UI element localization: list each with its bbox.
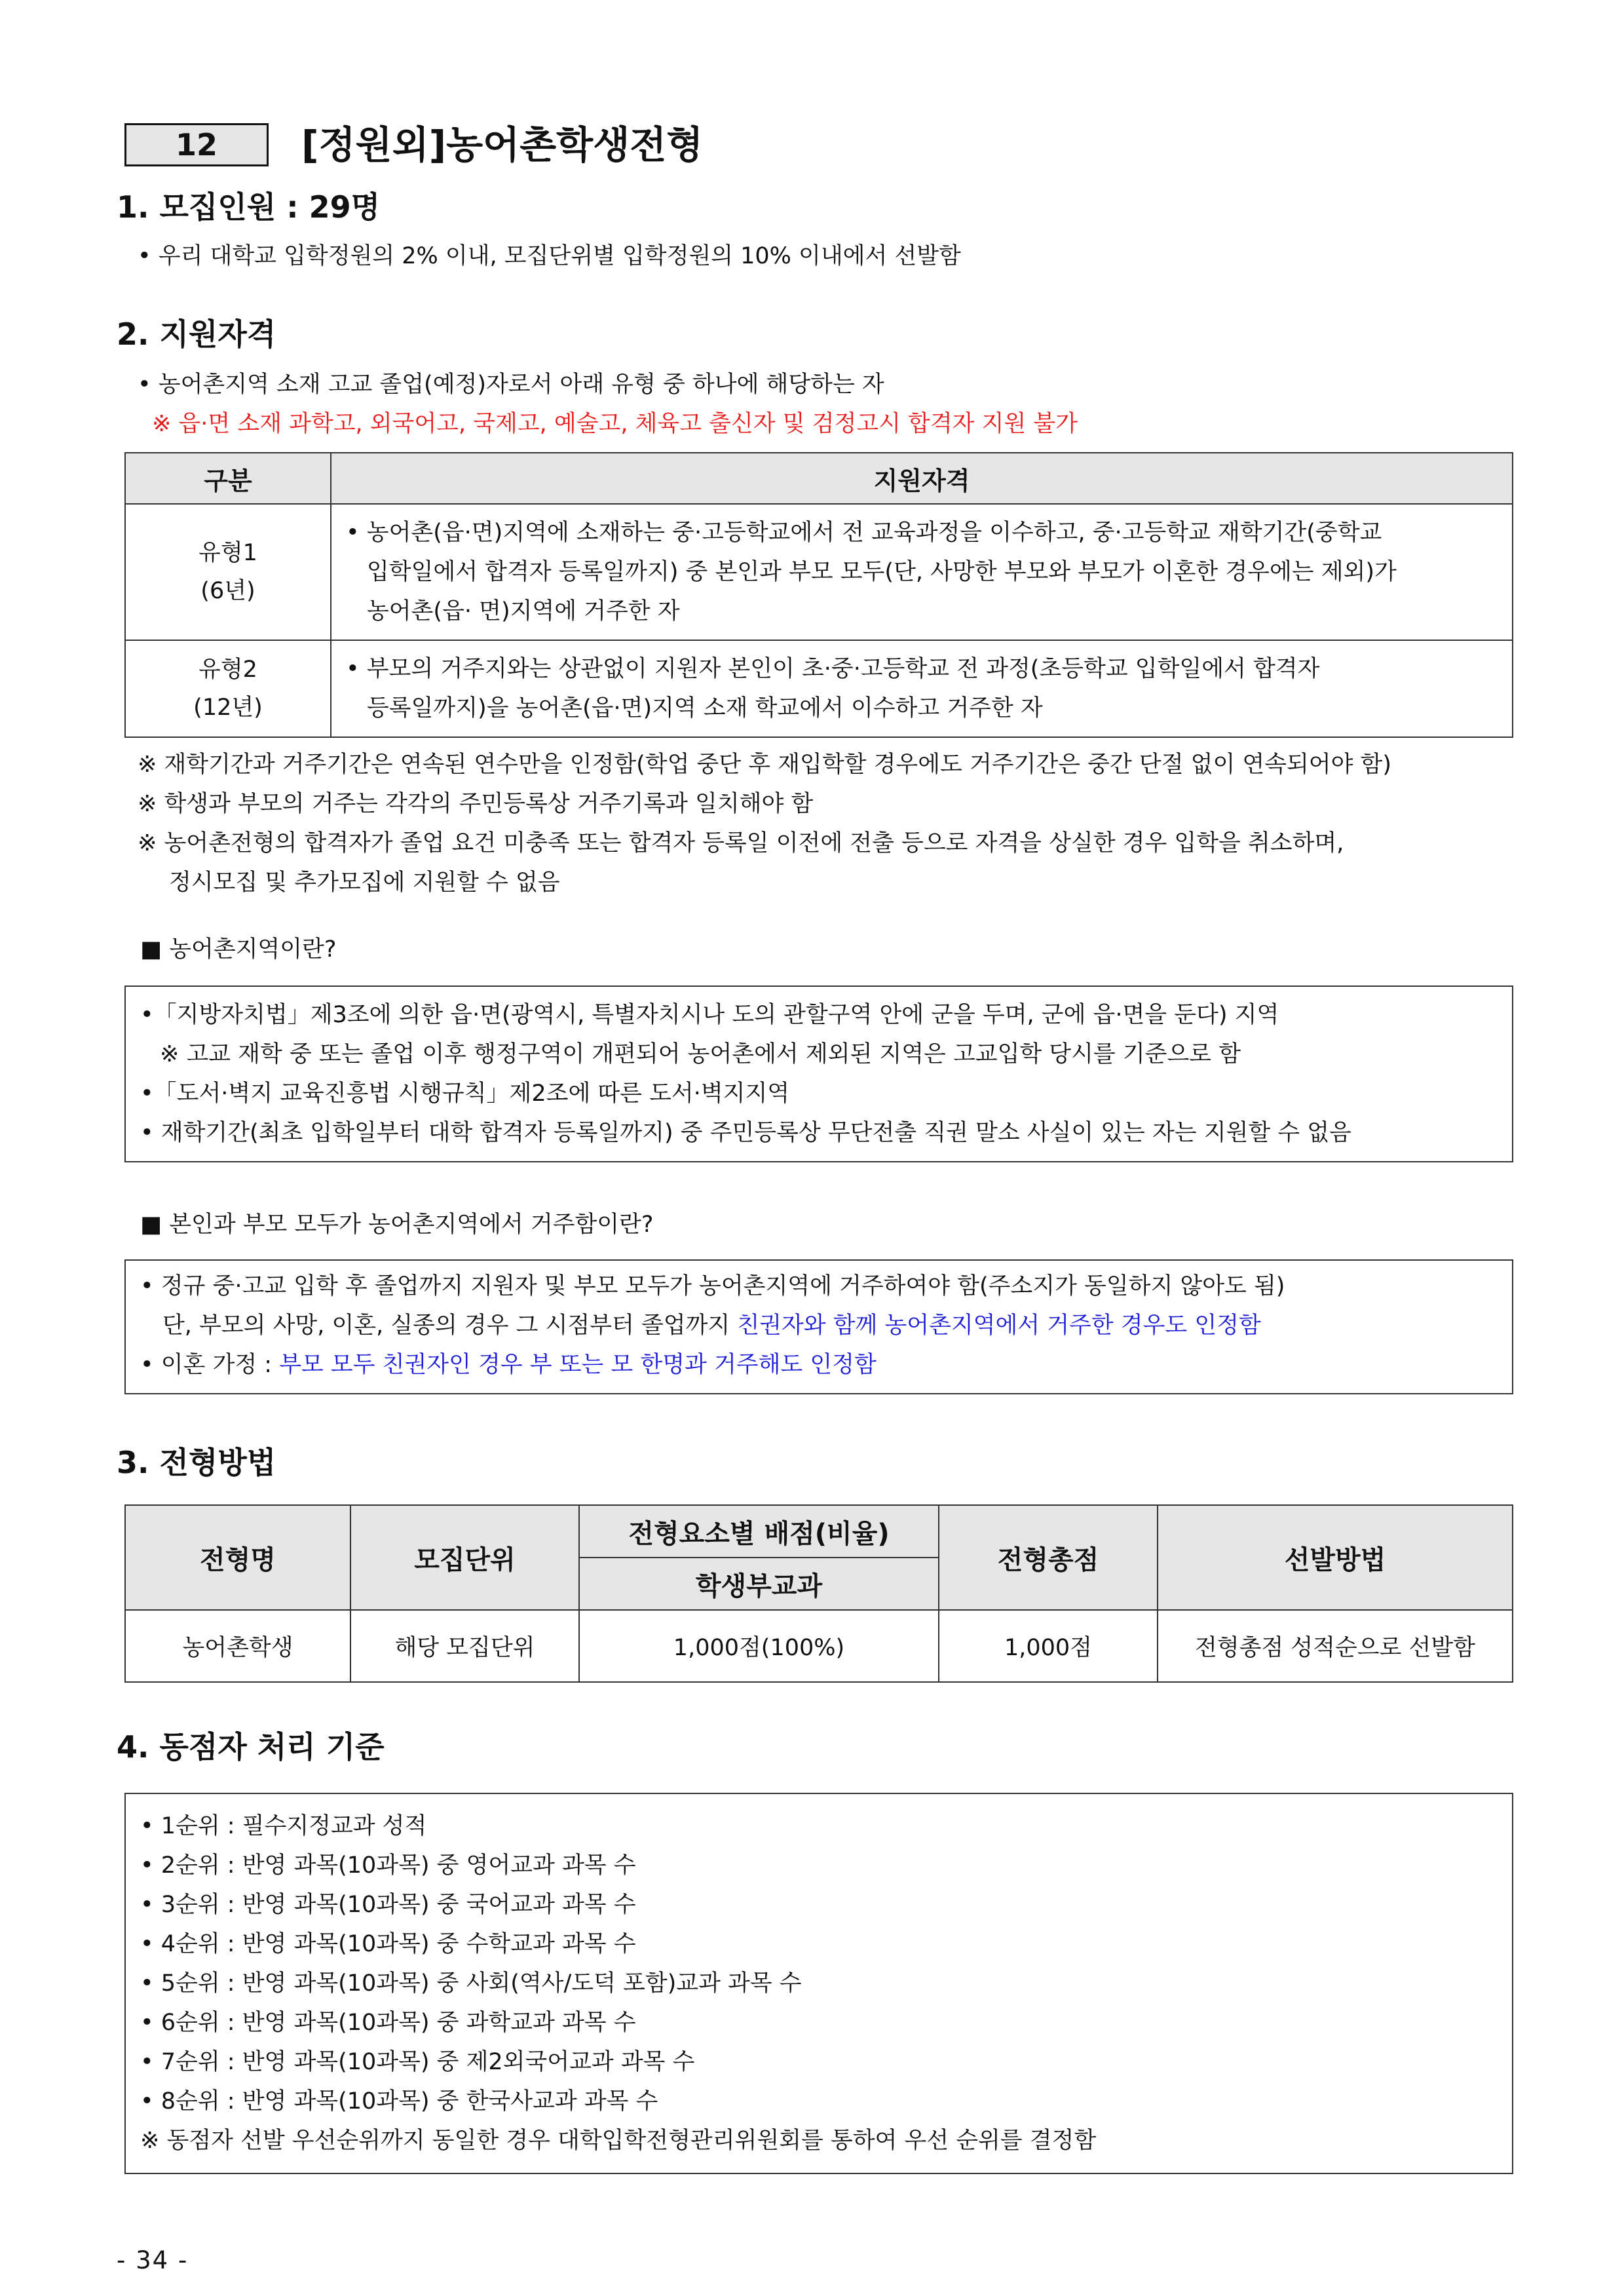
residence-line: • 이혼 가정 : 부모 모두 친권자인 경우 부 또는 모 한명과 거주해도 인정함	[140, 1352, 877, 1378]
tiebreak-box	[124, 1793, 1513, 2174]
cell-unit: 해당 모집단위	[350, 1610, 579, 1682]
col-header-type: 구분	[125, 453, 331, 504]
note-line: ※ 농어촌전형의 합격자가 졸업 요건 미충족 또는 합격자 등록일 이전에 전출 등으로 자격을 상실한 경우 입학을 취소하며,	[138, 830, 1344, 856]
section-header	[124, 117, 1238, 173]
col-header-name: 전형명	[125, 1505, 350, 1610]
eligibility-table	[124, 452, 1513, 738]
rural-area-line: • 재학기간(최초 입학일부터 대학 합격자 등록일까지) 중 주민등록상 무단전출 직권 말소 사실이 있는 자는 지원할 수 없음	[140, 1120, 1351, 1146]
type-label: 유형2	[198, 657, 257, 683]
qualification-line: • 농어촌(읍·면)지역에 소재하는 중·고등학교에서 전 교육과정을 이수하고, 중·고등학교 재학기간(중학교	[346, 520, 1382, 546]
list-item: • 8순위 : 반영 과목(10과목) 중 한국사교과 과목 수	[140, 2088, 658, 2114]
rural-area-line: •「도서·벽지 교육진흥법 시행규칙」제2조에 따른 도서·벽지지역	[140, 1081, 790, 1107]
col-header-subject: 학생부교과	[579, 1558, 939, 1610]
residence-heading: ■ 본인과 부모 모두가 농어촌지역에서 거주함이란?	[140, 1212, 654, 1238]
section2-heading: 2. 지원자격	[117, 316, 276, 352]
note-line: ※ 학생과 부모의 거주는 각각의 주민등록상 거주기록과 일치해야 함	[138, 791, 814, 817]
residence-highlight: 친권자와 함께 농어촌지역에서 거주한 경우도 인정함	[737, 1312, 1261, 1339]
eligibility-table-header	[125, 453, 1513, 504]
section4-heading: 4. 동점자 처리 기준	[117, 1729, 385, 1765]
type-cell	[125, 504, 331, 640]
cell-score: 1,000점(100%)	[579, 1610, 939, 1682]
section2-warning: ※ 읍·면 소재 과학고, 외국어고, 국제고, 예술고, 체육고 출신자 및 검정고시 합격자 지원 불가	[152, 411, 1078, 437]
col-header-total: 전형총점	[939, 1505, 1158, 1610]
qualification-line: • 부모의 거주지와는 상관없이 지원자 본인이 초·중·고등학교 전 과정(초등학교 입학일에서 합격자	[346, 656, 1320, 682]
list-item: • 1순위 : 필수지정교과 성적	[140, 1813, 427, 1839]
type-cell	[125, 640, 331, 737]
col-header-qualification: 지원자격	[331, 453, 1513, 504]
type-label: 유형1	[198, 540, 257, 566]
list-item: • 6순위 : 반영 과목(10과목) 중 과학교과 과목 수	[140, 2010, 636, 2036]
section1-heading: 1. 모집인원 : 29명	[117, 189, 381, 225]
col-header-ratio: 전형요소별 배점(비율)	[579, 1505, 939, 1558]
rural-area-line: •「지방자치법」제3조에 의한 읍·면(광역시, 특별자치시나 도의 관할구역 안에 군을 두며, 군에 읍·면을 둔다) 지역	[140, 1002, 1279, 1028]
list-item: • 3순위 : 반영 과목(10과목) 중 국어교과 과목 수	[140, 1892, 636, 1918]
section-number-box: 12	[124, 123, 269, 166]
residence-highlight: 부모 모두 친권자인 경우 부 또는 모 한명과 거주해도 인정함	[279, 1352, 877, 1378]
rural-area-line: ※ 고교 재학 중 또는 졸업 이후 행정구역이 개편되어 농어촌에서 제외된 지역은 고교입학 당시를 기준으로 함	[160, 1041, 1241, 1067]
tiebreak-note: ※ 동점자 선발 우선순위까지 동일한 경우 대학입학전형관리위원회를 통하여 우선 순위를 결정함	[140, 2128, 1097, 2154]
type-years: (12년)	[193, 695, 263, 721]
qualification-line: 등록일까지)을 농어촌(읍·면)지역 소재 학교에서 이수하고 거주한 자	[367, 695, 1043, 721]
residence-line: • 정규 중·고교 입학 후 졸업까지 지원자 및 부모 모두가 농어촌지역에 거주하여야 함(주소지가 동일하지 않아도 됨)	[140, 1273, 1285, 1299]
selection-method-table	[124, 1504, 1513, 1683]
table-row	[125, 640, 1513, 737]
page-title: [정원외]농어촌학생전형	[301, 123, 704, 167]
rural-area-heading: ■ 농어촌지역이란?	[140, 936, 337, 963]
table-row	[125, 1610, 1513, 1682]
col-header-method: 선발방법	[1158, 1505, 1513, 1610]
section3-heading: 3. 전형방법	[117, 1445, 276, 1480]
residence-line: 단, 부모의 사망, 이혼, 실종의 경우 그 시점부터 졸업까지 친권자와 함께 농어촌지역에서 거주한 경우도 인정함	[162, 1312, 1261, 1339]
selection-table-header-row	[125, 1505, 1513, 1558]
qualification-cell	[331, 640, 1513, 737]
note-line: ※ 재학기간과 거주기간은 연속된 연수만을 인정함(학업 중단 후 재입학할 경우에도 거주기간은 중간 단절 없이 연속되어야 함)	[138, 752, 1392, 778]
rural-area-box	[124, 985, 1513, 1162]
cell-name: 농어촌학생	[125, 1610, 350, 1682]
table-row	[125, 504, 1513, 640]
residence-box	[124, 1259, 1513, 1394]
cell-total: 1,000점	[939, 1610, 1158, 1682]
type-years: (6년)	[200, 578, 255, 604]
section2-bullet: • 농어촌지역 소재 고교 졸업(예정)자로서 아래 유형 중 하나에 해당하는 자	[138, 372, 884, 398]
qualification-cell	[331, 504, 1513, 640]
list-item: • 2순위 : 반영 과목(10과목) 중 영어교과 과목 수	[140, 1852, 636, 1879]
page-number: - 34 -	[117, 2246, 189, 2274]
list-item: • 7순위 : 반영 과목(10과목) 중 제2외국어교과 과목 수	[140, 2049, 695, 2075]
list-item: • 4순위 : 반영 과목(10과목) 중 수학교과 과목 수	[140, 1931, 636, 1957]
section1-bullet: • 우리 대학교 입학정원의 2% 이내, 모집단위별 입학정원의 10% 이내에서 선발함	[138, 243, 961, 269]
list-item: • 5순위 : 반영 과목(10과목) 중 사회(역사/도덕 포함)교과 과목 수	[140, 1970, 802, 1997]
cell-method: 전형총점 성적순으로 선발함	[1158, 1610, 1513, 1682]
qualification-line: 입학일에서 합격자 등록일까지) 중 본인과 부모 모두(단, 사망한 부모와 부모가 이혼한 경우에는 제외)가	[367, 559, 1397, 585]
col-header-unit: 모집단위	[350, 1505, 579, 1610]
note-line: 정시모집 및 추가모집에 지원할 수 없음	[169, 870, 560, 896]
qualification-line: 농어촌(읍· 면)지역에 거주한 자	[367, 598, 680, 624]
